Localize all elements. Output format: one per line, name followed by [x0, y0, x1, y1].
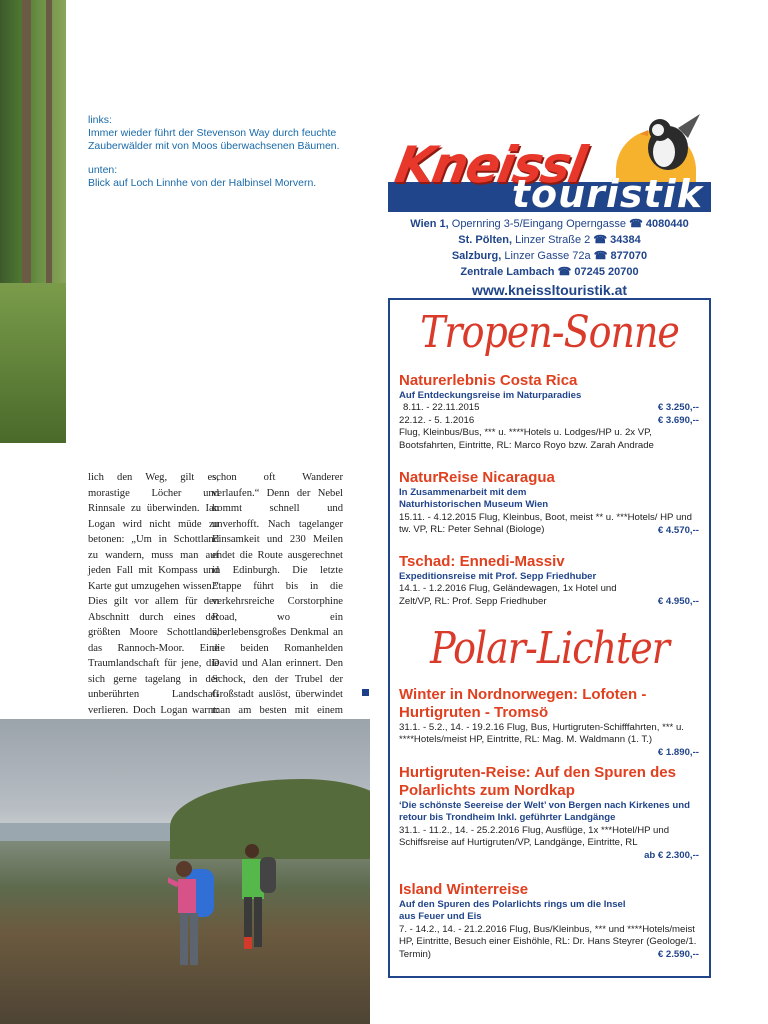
offer-title: NaturReise Nicaragua: [399, 469, 555, 486]
article-body: [88, 470, 370, 716]
offers-box: [388, 298, 711, 978]
contact-line: Wien 1, Opernring 3-5/Eingang Operngasse ☎ 4080440: [410, 218, 689, 230]
offer-subtitle: Auf Entdeckungsreise im Naturparadies: [399, 390, 582, 401]
contact-line: Zentrale Lambach ☎ 07245 20700: [460, 266, 639, 278]
offer-subtitle: Expeditionsreise mit Prof. Sepp Friedhuber: [399, 571, 597, 582]
hiker-green-jacket: [236, 837, 280, 967]
offer-title: Tschad: Ennedi-Massiv: [399, 553, 565, 570]
offer-price: ab € 2.300,--: [644, 849, 699, 861]
offer-tschad: [399, 553, 699, 609]
offer-title: Hurtigruten-Reise: Auf den Spuren des Polarlichts zum Nordkap: [399, 764, 676, 799]
offer-title: Naturerlebnis Costa Rica: [399, 372, 578, 389]
puffin-icon: [638, 108, 700, 178]
offer-price: € 1.890,--: [657, 746, 699, 758]
offer-nicaragua: [399, 469, 699, 537]
article-text-2: schon oft Wanderer verlaufen.“ Denn der Nebel kommt schnell und unverhofft. Nach tagelanger Einsamkeit und 230 Meilen endet die Route ausgerechnet in Edinburgh. Die letzte Etappe führt bis in die verkehrsreiche Corstorphine Road, wo ein überlebensgroßes Denkmal an die beiden Romanhelden David und Alan erinnert. Den Schock, den der Trubel der Großstadt auslöst, überwindet man am besten mit einem: [212, 472, 343, 716]
article-column-2: [212, 470, 343, 749]
offer-subtitle: Auf den Spuren des Polarlichts rings um die Insel aus Feuer und Eis: [399, 899, 626, 923]
offer-price: € 2.590,--: [657, 949, 699, 961]
offer-price: € 3.690,--: [657, 414, 699, 426]
section-polar-lichter: Polar-Lichter: [430, 622, 669, 674]
brand-touristik: touristik: [511, 172, 703, 216]
offer-hurtigruten: [399, 764, 699, 862]
offer-price: € 4.570,--: [657, 524, 699, 536]
offer-title: Winter in Nordnorwegen: Lofoten - Hurtigruten - Tromsö: [399, 686, 647, 721]
offer-price: € 4.950,--: [657, 596, 699, 608]
offer-description: 15.11. - 4.12.2015 Flug, Kleinbus, Boot, meist ** u. ***Hotels/ HP und tw. VP, RL: Peter Sehnal (Biologe): [399, 511, 692, 536]
caption-links-text: Immer wieder führt der Stevenson Way durch feuchte Zauberwälder mit von Moos überwachsenen Bäumen.: [88, 127, 340, 152]
coast-photo: [0, 719, 370, 1024]
caption-unten-label: unten:: [88, 164, 118, 176]
moss-ground: [0, 283, 66, 443]
caption-unten-text: Blick auf Loch Linnhe von der Halbinsel Morvern.: [88, 177, 317, 189]
offer-description: 31.1. - 11.2., 14. - 25.2.2016 Flug, Ausflüge, 1x ***Hotel/HP und Schiffsreise auf Hurtigruten/VP, Landgänge, Eintritte, RL: [399, 824, 670, 849]
kneissl-advertisement: [388, 116, 711, 976]
article-text-1: lich den Weg, gilt es, morastige Löcher und Rinnsale zu überwinden. Ian Logan wird nicht müde zu betonen: „Um in Schottland zu wandern, muss man auf jeden Fall mit Kompass und Karte gut umzugehen wissen.“ Dies gilt vor allem für den Abschnitt durch eines der größten Moore Schottlands, das Rannoch-Moor. Eine Traumlandschaft für jene, die sich gerne tagelang in der unberührten Landschaft verlieren. Doch Logan warnt:: [88, 472, 219, 716]
offer-subtitle: In Zusammenarbeit mit dem Naturhistorischen Museum Wien: [399, 487, 549, 511]
offer-costa-rica: [399, 372, 699, 452]
section-tropen-sonne: Tropen-Sonne: [420, 306, 679, 358]
photo-captions: [88, 114, 368, 201]
offer-description: 14.1. - 1.2.2016 Flug, Geländewagen, 1x Hotel und Zelt/VP, RL: Prof. Sepp Friedhuber: [399, 583, 617, 607]
article-column-1: [88, 470, 219, 734]
offer-description: 7. - 14.2., 14. - 21.2.2016 Flug, Bus/Kleinbus, *** und ****Hotels/meist HP, Eintritte, Besuch einer Eishöhle, RL: Dr. Hans Steyrer (Geologe/1. Termin): [399, 923, 697, 960]
offer-description: 31.1. - 5.2., 14. - 19.2.16 Flug, Bus, Hurtigruten-Schifffahrten, *** u. ****Hotels/meist HP, Eintritte, RL: Mag. M. Waldmann (1. T.): [399, 722, 684, 746]
offer-description: Flug, Kleinbus/Bus, *** u. ****Hotels u. Lodges/HP u. 2x VP, Bootsfahrten, Eintritte, RL: Marco Royo bzw. Zarah Andrade: [399, 427, 654, 451]
contact-line: St. Pölten, Linzer Straße 2 ☎ 34384: [458, 234, 641, 246]
hiker-blue-backpack: [168, 849, 216, 989]
offer-island: [399, 881, 699, 961]
website-link[interactable]: www.kneissltouristik.at: [471, 282, 628, 298]
offer-price: € 3.250,--: [657, 402, 699, 414]
offer-subtitle: ‘Die schönste Seereise der Welt’ von Bergen nach Kirkenes und retour bis Trondheim Inkl. geführter Landgänge: [399, 800, 690, 824]
contact-list: [388, 216, 711, 298]
offer-nordnorwegen: [399, 686, 699, 759]
caption-links-label: links:: [88, 114, 112, 126]
offer-title: Island Winterreise: [399, 881, 529, 898]
offer-date: 22.12. - 5. 1.2016: [399, 414, 475, 426]
article-end-mark: [362, 689, 369, 696]
offer-date: 8.11. - 22.11.2015: [403, 402, 480, 414]
contact-line: Salzburg, Linzer Gasse 72a ☎ 877070: [451, 250, 648, 262]
forest-photo: [0, 0, 66, 443]
brand-kneissl: Kneissl: [390, 136, 590, 194]
